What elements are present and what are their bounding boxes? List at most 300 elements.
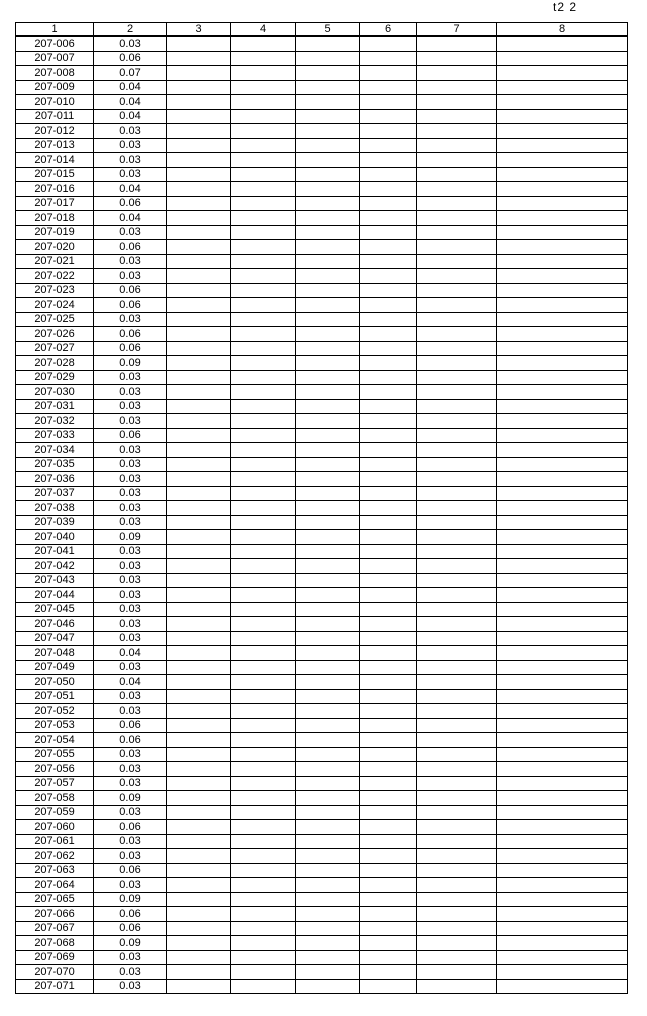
empty-cell [360, 457, 417, 472]
empty-cell [296, 472, 360, 487]
empty-cell [417, 805, 497, 820]
empty-cell [296, 878, 360, 893]
empty-cell [296, 805, 360, 820]
table-row [16, 312, 628, 327]
empty-cell [360, 80, 417, 95]
value-cell: 0.06 [94, 921, 167, 936]
empty-cell [360, 385, 417, 400]
empty-cell [417, 457, 497, 472]
table-row [16, 965, 628, 980]
empty-cell [497, 312, 628, 327]
empty-cell [296, 631, 360, 646]
empty-cell [167, 979, 231, 994]
empty-cell [417, 718, 497, 733]
empty-cell [231, 153, 296, 168]
empty-cell [231, 950, 296, 965]
table-row [16, 559, 628, 574]
table-row [16, 588, 628, 603]
empty-cell [231, 733, 296, 748]
empty-cell [167, 428, 231, 443]
table-row [16, 747, 628, 762]
empty-cell [231, 138, 296, 153]
empty-cell [497, 544, 628, 559]
empty-cell [231, 617, 296, 632]
empty-cell [231, 965, 296, 980]
empty-cell [167, 617, 231, 632]
value-cell: 0.03 [94, 573, 167, 588]
empty-cell [360, 892, 417, 907]
item-number-cell: 207-057 [16, 776, 94, 791]
item-number-cell: 207-065 [16, 892, 94, 907]
value-cell: 0.03 [94, 443, 167, 458]
item-number-cell: 207-036 [16, 472, 94, 487]
item-number-cell: 207-017 [16, 196, 94, 211]
table-row [16, 631, 628, 646]
empty-cell [497, 182, 628, 197]
empty-cell [231, 515, 296, 530]
item-number-cell: 207-016 [16, 182, 94, 197]
value-cell: 0.04 [94, 675, 167, 690]
value-cell: 0.03 [94, 878, 167, 893]
empty-cell [497, 443, 628, 458]
empty-cell [167, 109, 231, 124]
empty-cell [231, 573, 296, 588]
value-cell: 0.03 [94, 167, 167, 182]
empty-cell [417, 36, 497, 51]
empty-cell [231, 501, 296, 516]
empty-cell [360, 240, 417, 255]
empty-cell [497, 36, 628, 51]
empty-cell [417, 820, 497, 835]
item-number-cell: 207-011 [16, 109, 94, 124]
item-number-cell: 207-034 [16, 443, 94, 458]
table-row [16, 646, 628, 661]
empty-cell [231, 631, 296, 646]
empty-cell [360, 269, 417, 284]
empty-cell [167, 457, 231, 472]
empty-cell [296, 95, 360, 110]
table-row [16, 733, 628, 748]
empty-cell [417, 965, 497, 980]
empty-cell [167, 602, 231, 617]
page-label: t2 2 [553, 0, 578, 14]
empty-cell [167, 559, 231, 574]
empty-cell [231, 544, 296, 559]
empty-cell [231, 863, 296, 878]
empty-cell [497, 283, 628, 298]
empty-cell [296, 733, 360, 748]
empty-cell [417, 573, 497, 588]
empty-cell [167, 36, 231, 51]
empty-cell [360, 979, 417, 994]
empty-cell [167, 472, 231, 487]
empty-cell [497, 834, 628, 849]
item-number-cell: 207-045 [16, 602, 94, 617]
empty-cell [296, 138, 360, 153]
table-row [16, 399, 628, 414]
value-cell: 0.03 [94, 370, 167, 385]
value-cell: 0.03 [94, 617, 167, 632]
table-row [16, 820, 628, 835]
empty-cell [360, 530, 417, 545]
empty-cell [167, 515, 231, 530]
empty-cell [167, 283, 231, 298]
value-cell: 0.03 [94, 124, 167, 139]
empty-cell [231, 80, 296, 95]
empty-cell [497, 762, 628, 777]
empty-cell [167, 805, 231, 820]
value-cell: 0.06 [94, 820, 167, 835]
value-cell: 0.03 [94, 138, 167, 153]
empty-cell [497, 573, 628, 588]
table-row [16, 472, 628, 487]
empty-cell [296, 892, 360, 907]
empty-cell [497, 530, 628, 545]
table-row [16, 544, 628, 559]
item-number-cell: 207-050 [16, 675, 94, 690]
empty-cell [497, 225, 628, 240]
empty-cell [497, 124, 628, 139]
value-cell: 0.03 [94, 631, 167, 646]
item-number-cell: 207-022 [16, 269, 94, 284]
table-row [16, 196, 628, 211]
empty-cell [417, 370, 497, 385]
empty-cell [167, 414, 231, 429]
item-number-cell: 207-030 [16, 385, 94, 400]
table-row [16, 689, 628, 704]
empty-cell [296, 167, 360, 182]
empty-cell [296, 501, 360, 516]
empty-cell [167, 298, 231, 313]
empty-cell [360, 631, 417, 646]
empty-cell [417, 675, 497, 690]
empty-cell [497, 399, 628, 414]
empty-cell [296, 849, 360, 864]
empty-cell [167, 182, 231, 197]
empty-cell [167, 80, 231, 95]
empty-cell [167, 747, 231, 762]
item-number-cell: 207-067 [16, 921, 94, 936]
empty-cell [296, 341, 360, 356]
empty-cell [231, 878, 296, 893]
empty-cell [360, 356, 417, 371]
value-cell: 0.03 [94, 602, 167, 617]
empty-cell [497, 617, 628, 632]
empty-cell [296, 399, 360, 414]
empty-cell [360, 95, 417, 110]
column-header: 5 [296, 23, 360, 37]
empty-cell [167, 965, 231, 980]
empty-cell [296, 573, 360, 588]
empty-cell [497, 472, 628, 487]
empty-cell [497, 675, 628, 690]
empty-cell [167, 66, 231, 81]
empty-cell [231, 95, 296, 110]
empty-cell [296, 254, 360, 269]
item-number-cell: 207-058 [16, 791, 94, 806]
empty-cell [167, 776, 231, 791]
empty-cell [167, 153, 231, 168]
empty-cell [497, 515, 628, 530]
empty-cell [296, 689, 360, 704]
empty-cell [296, 370, 360, 385]
item-number-cell: 207-026 [16, 327, 94, 342]
value-cell: 0.03 [94, 312, 167, 327]
empty-cell [360, 327, 417, 342]
empty-cell [231, 718, 296, 733]
empty-cell [497, 138, 628, 153]
empty-cell [296, 211, 360, 226]
value-cell: 0.03 [94, 399, 167, 414]
item-number-cell: 207-068 [16, 936, 94, 951]
value-cell: 0.03 [94, 254, 167, 269]
item-number-cell: 207-012 [16, 124, 94, 139]
empty-cell [231, 109, 296, 124]
empty-cell [231, 602, 296, 617]
item-number-cell: 207-051 [16, 689, 94, 704]
table-row [16, 892, 628, 907]
item-number-cell: 207-006 [16, 36, 94, 51]
empty-cell [417, 298, 497, 313]
table-row [16, 211, 628, 226]
value-cell: 0.03 [94, 515, 167, 530]
item-number-cell: 207-018 [16, 211, 94, 226]
value-cell: 0.04 [94, 109, 167, 124]
item-number-cell: 207-015 [16, 167, 94, 182]
column-header: 6 [360, 23, 417, 37]
value-cell: 0.03 [94, 559, 167, 574]
empty-cell [360, 472, 417, 487]
empty-cell [417, 182, 497, 197]
empty-cell [296, 791, 360, 806]
value-cell: 0.06 [94, 733, 167, 748]
empty-cell [360, 559, 417, 574]
item-number-cell: 207-042 [16, 559, 94, 574]
value-cell: 0.03 [94, 153, 167, 168]
empty-cell [296, 414, 360, 429]
table-row [16, 834, 628, 849]
empty-cell [417, 138, 497, 153]
empty-cell [296, 776, 360, 791]
empty-cell [497, 718, 628, 733]
empty-cell [417, 515, 497, 530]
item-number-cell: 207-041 [16, 544, 94, 559]
table-row [16, 327, 628, 342]
table-row [16, 225, 628, 240]
empty-cell [360, 950, 417, 965]
empty-cell [417, 153, 497, 168]
empty-cell [231, 849, 296, 864]
table-row [16, 240, 628, 255]
empty-cell [360, 66, 417, 81]
empty-cell [167, 530, 231, 545]
empty-cell [417, 109, 497, 124]
empty-cell [296, 428, 360, 443]
empty-cell [497, 66, 628, 81]
empty-cell [231, 921, 296, 936]
empty-cell [167, 240, 231, 255]
item-number-cell: 207-060 [16, 820, 94, 835]
empty-cell [167, 588, 231, 603]
value-cell: 0.09 [94, 356, 167, 371]
empty-cell [167, 573, 231, 588]
empty-cell [360, 399, 417, 414]
empty-cell [296, 602, 360, 617]
empty-cell [296, 283, 360, 298]
value-cell: 0.03 [94, 385, 167, 400]
empty-cell [360, 196, 417, 211]
empty-cell [360, 718, 417, 733]
empty-cell [497, 631, 628, 646]
empty-cell [497, 820, 628, 835]
empty-cell [360, 588, 417, 603]
empty-cell [167, 762, 231, 777]
value-cell: 0.09 [94, 892, 167, 907]
item-number-cell: 207-033 [16, 428, 94, 443]
empty-cell [231, 36, 296, 51]
value-cell: 0.07 [94, 66, 167, 81]
empty-cell [167, 950, 231, 965]
empty-cell [417, 602, 497, 617]
empty-cell [231, 762, 296, 777]
empty-cell [360, 414, 417, 429]
empty-cell [296, 327, 360, 342]
item-number-cell: 207-070 [16, 965, 94, 980]
value-cell: 0.03 [94, 849, 167, 864]
item-number-cell: 207-052 [16, 704, 94, 719]
empty-cell [231, 225, 296, 240]
item-number-cell: 207-062 [16, 849, 94, 864]
empty-cell [296, 80, 360, 95]
empty-cell [167, 936, 231, 951]
empty-cell [360, 443, 417, 458]
item-number-cell: 207-047 [16, 631, 94, 646]
value-cell: 0.03 [94, 588, 167, 603]
empty-cell [231, 254, 296, 269]
table-row [16, 269, 628, 284]
empty-cell [360, 298, 417, 313]
item-number-cell: 207-063 [16, 863, 94, 878]
empty-cell [296, 486, 360, 501]
empty-cell [167, 225, 231, 240]
empty-cell [296, 965, 360, 980]
empty-cell [360, 921, 417, 936]
empty-cell [296, 36, 360, 51]
empty-cell [231, 457, 296, 472]
empty-cell [167, 791, 231, 806]
empty-cell [231, 283, 296, 298]
item-number-cell: 207-046 [16, 617, 94, 632]
table-row [16, 878, 628, 893]
empty-cell [296, 530, 360, 545]
empty-cell [497, 298, 628, 313]
item-number-cell: 207-040 [16, 530, 94, 545]
empty-cell [231, 834, 296, 849]
empty-cell [360, 602, 417, 617]
empty-cell [231, 936, 296, 951]
value-cell: 0.03 [94, 704, 167, 719]
item-number-cell: 207-038 [16, 501, 94, 516]
item-number-cell: 207-008 [16, 66, 94, 81]
empty-cell [497, 660, 628, 675]
empty-cell [167, 820, 231, 835]
table-row [16, 298, 628, 313]
item-number-cell: 207-010 [16, 95, 94, 110]
value-cell: 0.09 [94, 936, 167, 951]
empty-cell [231, 167, 296, 182]
value-cell: 0.06 [94, 863, 167, 878]
empty-cell [231, 979, 296, 994]
empty-cell [417, 849, 497, 864]
empty-cell [360, 965, 417, 980]
empty-cell [296, 762, 360, 777]
empty-cell [167, 211, 231, 226]
empty-cell [497, 153, 628, 168]
table-row [16, 675, 628, 690]
empty-cell [417, 327, 497, 342]
table-row [16, 718, 628, 733]
value-cell: 0.03 [94, 834, 167, 849]
empty-cell [417, 211, 497, 226]
empty-cell [497, 414, 628, 429]
empty-cell [296, 66, 360, 81]
value-cell: 0.03 [94, 501, 167, 516]
empty-cell [296, 182, 360, 197]
column-header: 7 [417, 23, 497, 37]
empty-cell [167, 834, 231, 849]
empty-cell [296, 660, 360, 675]
empty-cell [417, 95, 497, 110]
empty-cell [360, 501, 417, 516]
table-row [16, 167, 628, 182]
empty-cell [360, 341, 417, 356]
empty-cell [497, 950, 628, 965]
table-row [16, 805, 628, 820]
empty-cell [417, 617, 497, 632]
item-number-cell: 207-044 [16, 588, 94, 603]
empty-cell [497, 327, 628, 342]
value-cell: 0.06 [94, 196, 167, 211]
column-header: 3 [167, 23, 231, 37]
empty-cell [360, 225, 417, 240]
empty-cell [360, 486, 417, 501]
empty-cell [360, 675, 417, 690]
empty-cell [231, 675, 296, 690]
empty-cell [417, 312, 497, 327]
table-row [16, 51, 628, 66]
empty-cell [231, 646, 296, 661]
table-row [16, 356, 628, 371]
empty-cell [360, 733, 417, 748]
value-cell: 0.03 [94, 414, 167, 429]
table-row [16, 791, 628, 806]
empty-cell [360, 211, 417, 226]
empty-cell [497, 776, 628, 791]
table-row [16, 457, 628, 472]
table-row [16, 863, 628, 878]
empty-cell [417, 428, 497, 443]
item-number-cell: 207-059 [16, 805, 94, 820]
item-number-cell: 207-021 [16, 254, 94, 269]
empty-cell [417, 733, 497, 748]
empty-cell [167, 95, 231, 110]
empty-cell [296, 863, 360, 878]
empty-cell [497, 907, 628, 922]
empty-cell [231, 805, 296, 820]
item-number-cell: 207-039 [16, 515, 94, 530]
empty-cell [296, 675, 360, 690]
empty-cell [417, 254, 497, 269]
